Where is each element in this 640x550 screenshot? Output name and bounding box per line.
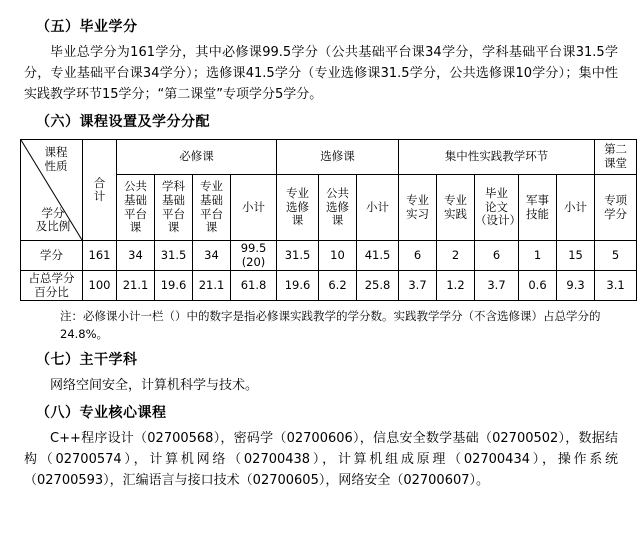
group-header-required: 必修课: [117, 140, 277, 175]
table-row: [21, 241, 637, 271]
cell-credits-discipline-base: 31.5: [155, 241, 193, 271]
credit-distribution-table: [20, 139, 637, 301]
section-seven-paragraph: 网络空间安全，计算机科学与技术。: [50, 377, 259, 393]
cell-credits-major-base: 34: [193, 241, 231, 271]
corner-label-top: 课程 性质: [44, 145, 68, 173]
cell-credits-public-elective: 10: [319, 241, 357, 271]
col-header-thesis: 毕业 论文 （设计）: [475, 174, 519, 240]
col-header-public-base: 公共 基础 平台 课: [117, 174, 155, 240]
table-header-row-groups: [21, 140, 637, 175]
row-label-percentage: 占总学分 百分比: [21, 271, 83, 301]
col-header-public-elective: 公共 选修 课: [319, 174, 357, 240]
cell-credits-required-subtotal: 99.5 (20): [231, 241, 277, 271]
col-header-special-credit: 专项 学分: [595, 174, 637, 240]
cell-pct-practice-subtotal: 9.3: [557, 271, 595, 301]
section-title-eight: （八）专业核心课程: [36, 404, 167, 421]
table-note: 注：必修课小计一栏（）中的数字是指必修课实践教学的学分数。实践教学学分（不含选修课）占总学分的24.8%。: [60, 309, 601, 341]
col-header-total: 合 计: [83, 140, 117, 241]
cell-pct-public-elective: 6.2: [319, 271, 357, 301]
corner-label-bottom: 学分 及比例: [35, 205, 71, 234]
cell-credits-special: 5: [595, 241, 637, 271]
col-header-major-base: 专业 基础 平台 课: [193, 174, 231, 240]
cell-credits-major-elective: 31.5: [277, 241, 319, 271]
cell-pct-major-practice: 1.2: [437, 271, 475, 301]
cell-credits-total: 161: [83, 241, 117, 271]
table-corner-cell: [21, 140, 83, 241]
col-header-practice-subtotal: 小计: [557, 174, 595, 240]
group-header-elective: 选修课: [277, 140, 399, 175]
cell-credits-public-base: 34: [117, 241, 155, 271]
cell-pct-major-elective: 19.6: [277, 271, 319, 301]
cell-credits-military: 1: [519, 241, 557, 271]
cell-credits-major-practice: 2: [437, 241, 475, 271]
cell-pct-special: 3.1: [595, 271, 637, 301]
cell-pct-elective-subtotal: 25.8: [357, 271, 399, 301]
cell-pct-major-base: 21.1: [193, 271, 231, 301]
group-header-second-class: 第二 课堂: [595, 140, 637, 175]
col-header-major-practice: 专业 实践: [437, 174, 475, 240]
cell-credits-elective-subtotal: 41.5: [357, 241, 399, 271]
group-header-practice: 集中性实践教学环节: [399, 140, 595, 175]
row-label-credits: 学分: [21, 241, 83, 271]
section-title-seven: （七）主干学科: [36, 351, 138, 368]
col-header-elective-subtotal: 小计: [357, 174, 399, 240]
cell-credits-practice-subtotal: 15: [557, 241, 595, 271]
col-header-discipline-base: 学科 基础 平台 课: [155, 174, 193, 240]
cell-pct-required-subtotal: 61.8: [231, 271, 277, 301]
table-row: [21, 271, 637, 301]
section-title-six: （六）课程设置及学分分配: [36, 114, 210, 131]
cell-pct-discipline-base: 19.6: [155, 271, 193, 301]
col-header-major-internship: 专业 实习: [399, 174, 437, 240]
cell-pct-major-internship: 3.7: [399, 271, 437, 301]
cell-pct-total: 100: [83, 271, 117, 301]
cell-credits-thesis: 6: [475, 241, 519, 271]
section-title-five: （五）毕业学分: [36, 19, 138, 35]
section-five-paragraph: 毕业总学分为161学分，其中必修课99.5学分（公共基础平台课34学分，学科基础平台课31.5学分，专业基础平台课34学分）；选修课41.5学分（专业选修课31.5学分，公共选修课10学分）；集中性实践教学环节15学分；“第二课堂”专项学分5学分。: [24, 45, 618, 103]
section-eight-paragraph: C++程序设计（02700568），密码学（02700606），信息安全数学基础（02700502），数据结构（02700574），计算机网络（02700438），计算机组成原理（02700434），操作系统（02700593），汇编语言与接口技术（02700605），网络安全（02700607）。: [24, 430, 618, 489]
col-header-major-elective: 专业 选修 课: [277, 174, 319, 240]
cell-pct-military: 0.6: [519, 271, 557, 301]
cell-credits-major-internship: 6: [399, 241, 437, 271]
cell-pct-public-base: 21.1: [117, 271, 155, 301]
col-header-required-subtotal: 小计: [231, 174, 277, 240]
col-header-military: 军事 技能: [519, 174, 557, 240]
cell-pct-thesis: 3.7: [475, 271, 519, 301]
